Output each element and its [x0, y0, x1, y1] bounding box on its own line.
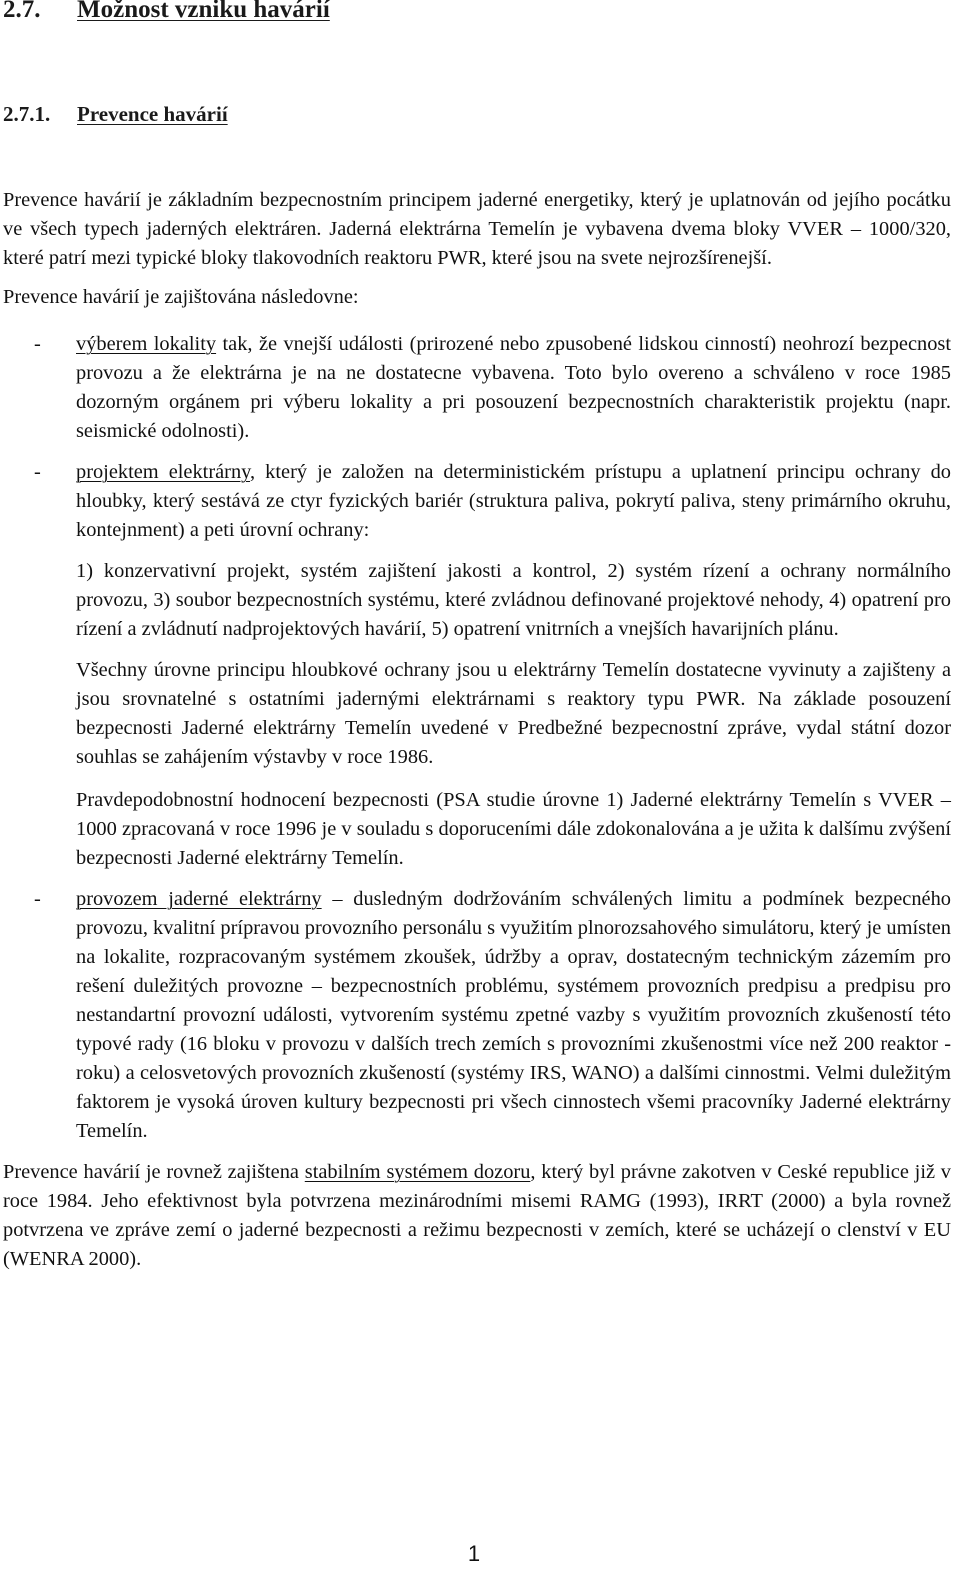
- intro-paragraph: Prevence havárií je základním bezpecnostním principem jaderné energetiky, který je uplatnován od jejího pocátku ve všech typech jaderných elektráren. Jaderná elektrárna Temelín je vybavena dvema bloky VVER – 1000/320, které patrí mezi typické bloky tlakovodních reaktoru PWR, které jsou na svete nejrozšírenejší.: [3, 189, 951, 269]
- closing-text-after: , který byl právne zakotven v Ceské republice již v roce 1984. Jeho efektivnost byla potvrzena mezinárodními misemi RAMG (1993), IRRT (2000) a byla rovnež potvrzena ve zpráve zemí o jaderné bezpecnosti a režimu bezpecnosti v zemích, které se ucházejí o clenství v EU (WENRA 2000).: [3, 1161, 952, 1270]
- section-heading: [3, 0, 330, 24]
- subsection-heading: [3, 102, 228, 127]
- lead-sentence: Prevence havárií je zajištována následovne:: [3, 286, 359, 308]
- defense-levels-paragraph: 1) konzervativní projekt, systém zajištení jakosti a kontrol, 2) systém rízení a ochrany normálního provozu, 3) soubor bezpecnostních systému, které zvládnou definované projektové nehody, 4) opatrení pro rízení a zvládnutí nadprojektových havárií, 5) opatrení vnitrních a vnejších havarijních plánu.: [76, 560, 951, 640]
- bullet-paragraph: [76, 330, 951, 446]
- bullet-paragraph: [76, 885, 951, 1146]
- section-number: 2.7.: [3, 0, 41, 23]
- bullet-text: – dusledným dodržováním schválených limitu a podmínek bezpecného provozu, kvalitní prípravou provozního personálu s využitím plnorozsahového simulátoru, který je umísten na lokalite, rozpracovaným systémem zkoušek, údržby a oprav, dostatecným technickým zázemím pro rešení duležitých provozne – bezpecnostních problému, systémem provozních predpisu a predpisu pro nestandartní provozní události, vytvorením systému zpetné vazby s využitím provozních zkušeností této typové rady (16 bloku v provozu v dalších trech zemích s provozními zkušenostmi více než 200 reaktor - roku) a celosvetových provozních zkušeností (systémy IRS, WANO) a dalšími cinnostmi. Velmi duležitým faktorem je vysoká úroven kultury bezpecnosti pri všech cinnostech všemi pracovníky Jaderné elektrárny Temelín.: [76, 888, 951, 1142]
- bullet-dash: -: [34, 888, 41, 910]
- bullet-dash: -: [34, 333, 41, 355]
- bullet-item-operation: [3, 885, 951, 1146]
- bullet-keyword: projektem elektrárny: [76, 461, 251, 483]
- bullet-paragraph: [76, 458, 951, 545]
- page-number: 1: [467, 1541, 481, 1566]
- defense-evaluation-paragraph: Všechny úrovne principu hloubkové ochrany jsou u elektrárny Temelín dostatecne vyvinuty a zajišteny a jsou srovnatelné s ostatními jadernými elektrárnami s reaktory typu PWR. Na základe posouzení bezpecnosti Jaderné elektrárny Temelín uvedené v Predbežné bezpecnostní zpráve, vydal státní dozor souhlas se zahájením výstavby v roce 1986.: [76, 659, 951, 768]
- bullet-item-location: [3, 330, 951, 446]
- closing-text-before: Prevence havárií je rovnež zajištena: [3, 1161, 305, 1183]
- bullet-text: , který je založen na deterministickém prístupu a uplatnení principu ochrany do hloubky, který sestává ze ctyr fyzických bariér (struktura paliva, pokrytí paliva, steny primárního okruhu, kontejnment) a peti úrovní ochrany:: [76, 461, 951, 541]
- subsection-title: Prevence havárií: [77, 102, 228, 126]
- subsection-number: 2.7.1.: [3, 102, 51, 126]
- psa-paragraph: Pravdepodobnostní hodnocení bezpecnosti (PSA studie úrovne 1) Jaderné elektrárny Temelín s VVER – 1000 zpracovaná v roce 1996 je v souladu s doporuceními dále zdokonalována a je užita k dalšímu zvýšení bezpecnosti Jaderné elektrárny Temelín.: [76, 789, 951, 869]
- bullet-dash: -: [34, 461, 41, 483]
- document-body: [3, 186, 951, 1274]
- section-title: Možnost vzniku havárií: [77, 0, 330, 23]
- bullet-item-design: [3, 458, 951, 545]
- closing-paragraph: [3, 1158, 951, 1274]
- bullet-keyword: provozem jaderné elektrárny: [76, 888, 322, 910]
- bullet-keyword: výberem lokality: [76, 333, 217, 355]
- bullet-text: tak, že vnejší události (prirozené nebo zpusobené lidskou cinností) neohrozí bezpecnost provozu a že elektrárna je na ne dostatecne vybavena. Toto bylo overeno a schváleno v roce 1985 dozorným orgánem pri výberu lokality a pri posouzení bezpecnostních charakteristik projektu (napr. seismické odolnosti).: [76, 333, 951, 442]
- closing-keyword: stabilním systémem dozoru: [304, 1161, 531, 1183]
